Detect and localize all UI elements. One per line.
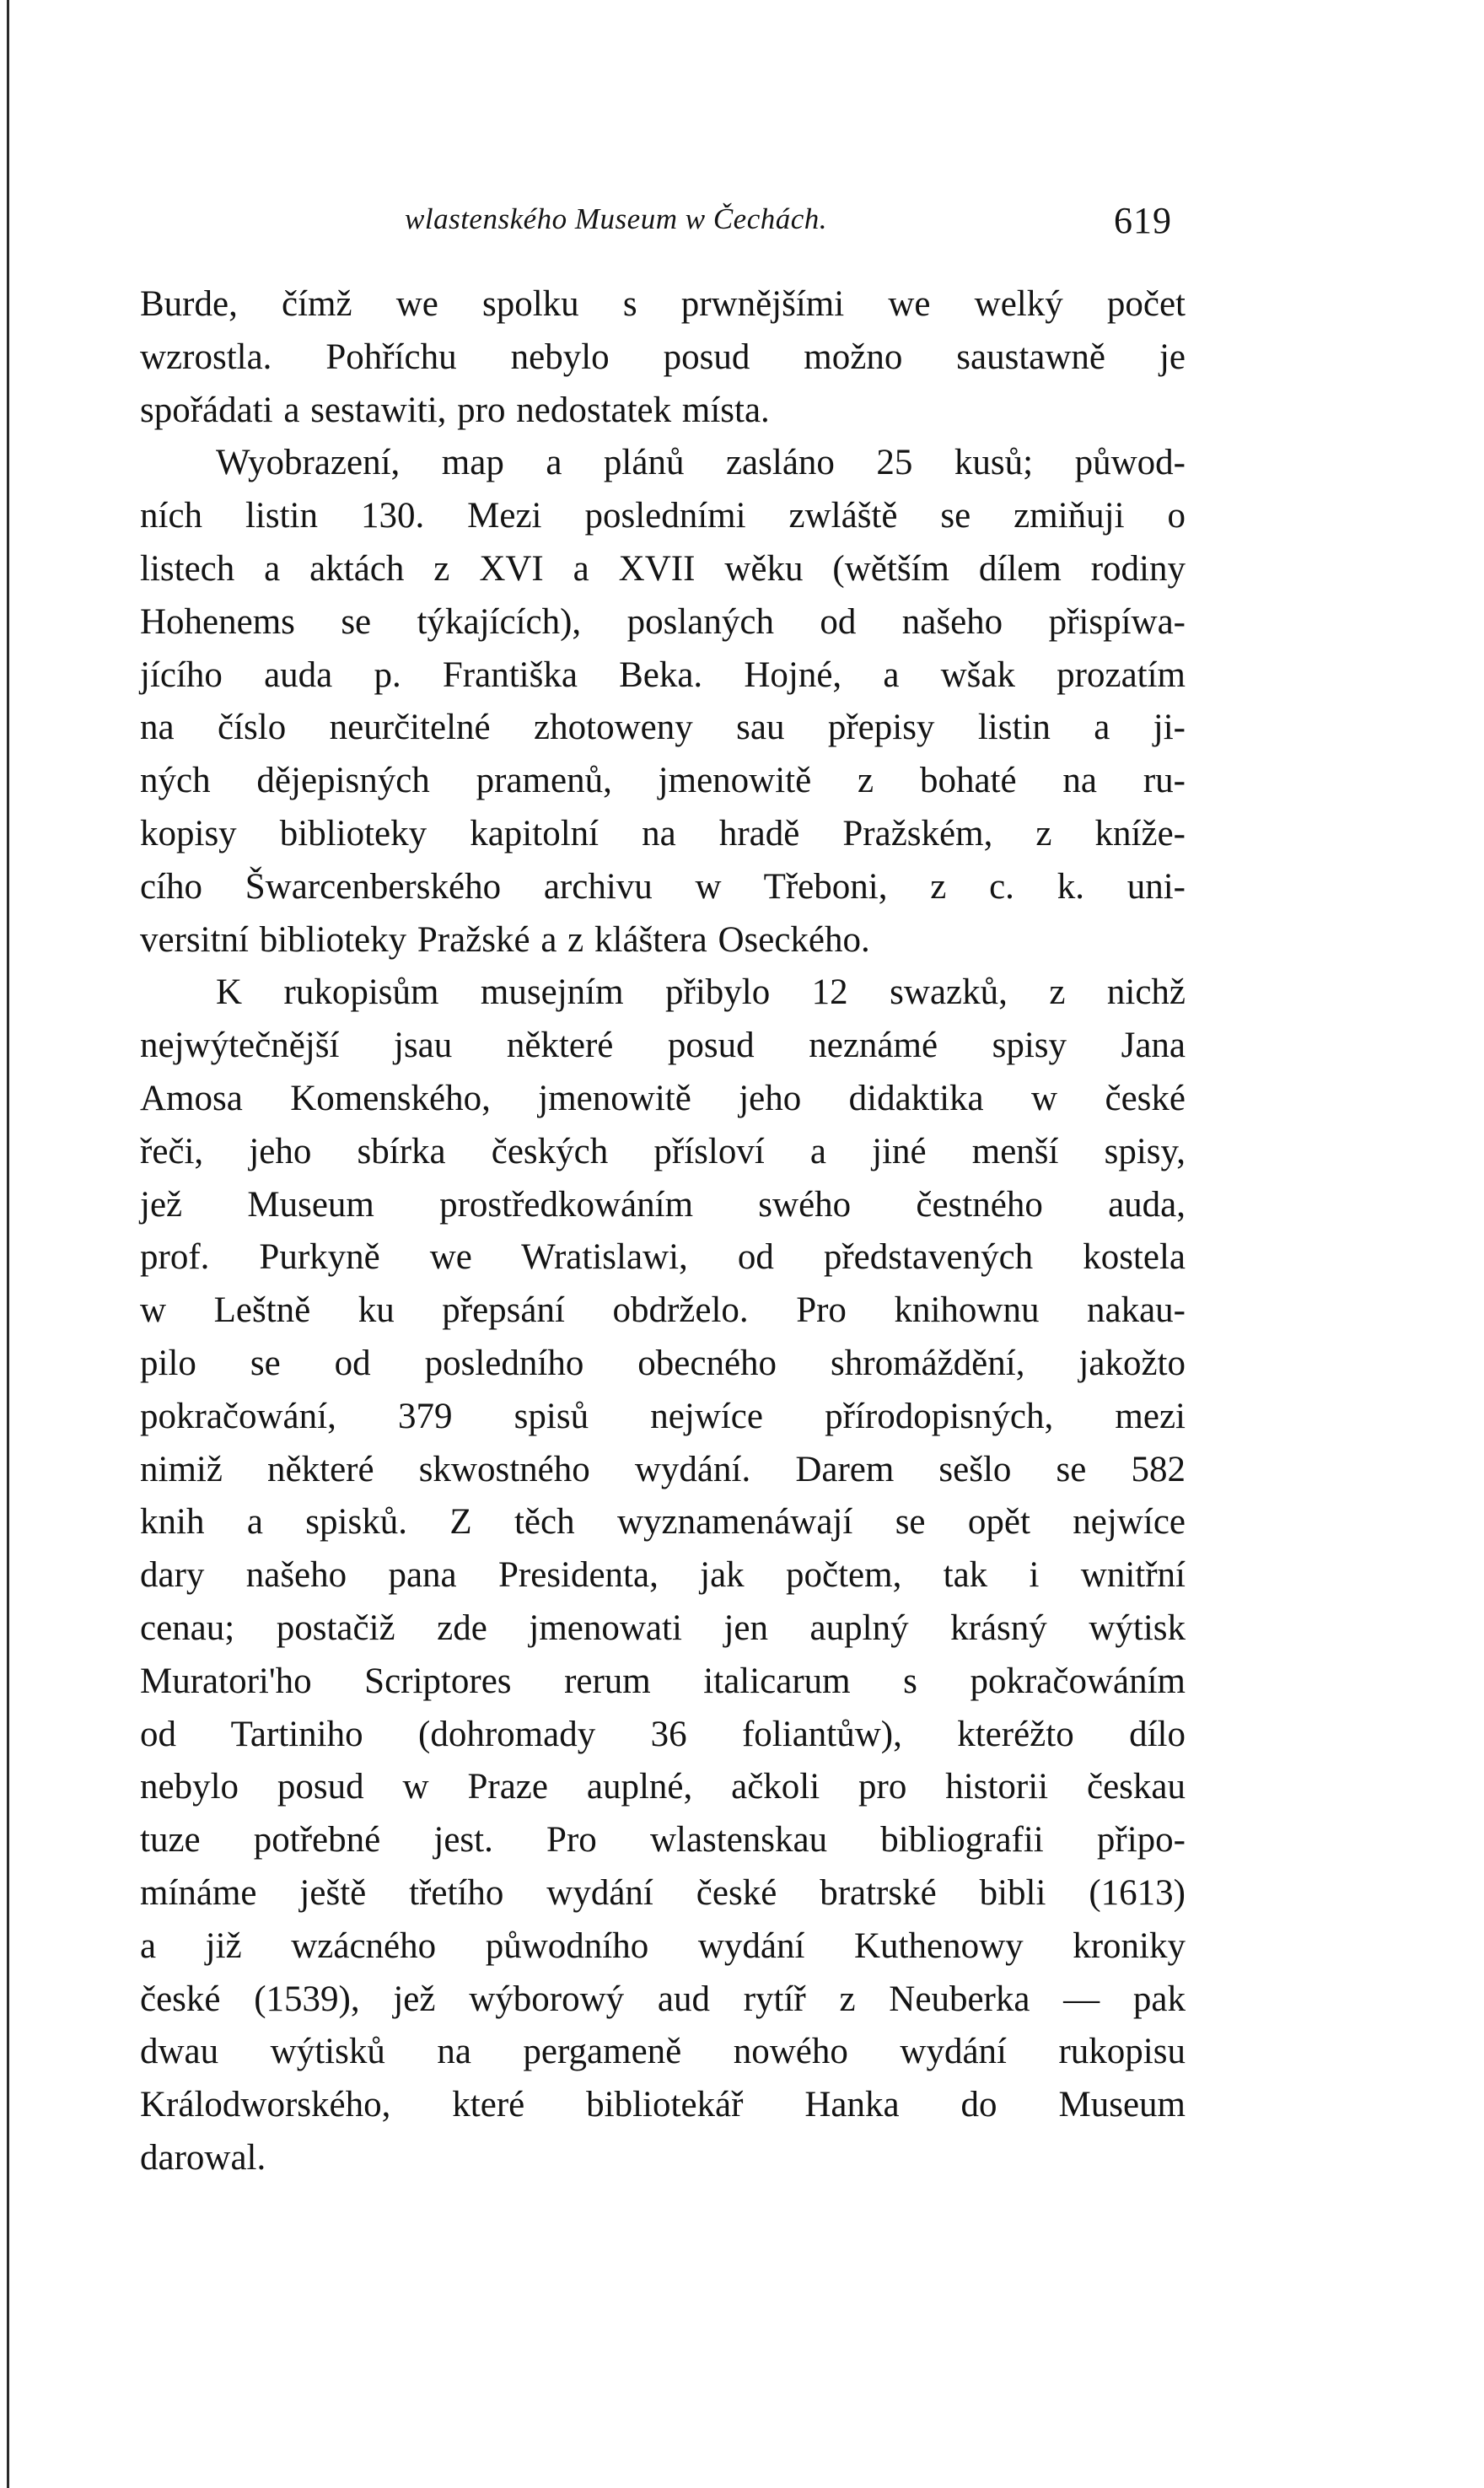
text-line: nebylo posud w Praze auplné, ačkoli pro historii českau (140, 1767, 1186, 1807)
text-line: jež Museum prostředkowáním swého čestného auda, (140, 1184, 1186, 1225)
text-line: Wyobrazení, map a plánů zasláno 25 kusů; půwod- (216, 443, 1186, 483)
text-line: wzrostla. Pohříchu nebylo posud možno saustawně je (140, 337, 1186, 377)
page-header (135, 199, 1172, 250)
text-line: Amosa Komenského, jmenowitě jeho didaktika w české (140, 1078, 1186, 1118)
text-line: listech a aktách z XVI a XVII wěku (wětším dílem rodiny (140, 548, 1186, 589)
text-line: Burde, čímž we spolku s prwnějšími we welký počet (140, 284, 1186, 324)
text-line: dary našeho pana Presidenta, jak počtem, tak i wnitřní (140, 1555, 1186, 1596)
text-line: cího Šwarcenberského archivu w Třeboni, z c. k. uni- (140, 866, 1186, 907)
text-line: od Tartiniho (dohromady 36 foliantůw), kteréžto dílo (140, 1714, 1186, 1754)
text-line: Králodworského, které bibliotekář Hanka do Museum (140, 2085, 1186, 2125)
text-line: darowal. (140, 2137, 266, 2178)
text-line: české (1539), jež wýborowý aud rytíř z Neuberka — pak (140, 1979, 1186, 2019)
text-line: cenau; postačiž zde jmenowati jen auplný krásný wýtisk (140, 1608, 1186, 1648)
text-line: Muratori'ho Scriptores rerum italicarum s pokračowáním (140, 1661, 1186, 1701)
text-line: Hohenems se týkajících), poslaných od našeho přispíwa- (140, 601, 1186, 642)
text-line: nimiž některé skwostného wydání. Darem sešlo se 582 (140, 1449, 1186, 1489)
text-line: pilo se od posledního obecného shromáždění, jakožto (140, 1343, 1186, 1383)
text-line: kopisy biblioteky kapitolní na hradě Pražském, z kníže- (140, 813, 1186, 854)
body-text (140, 278, 1186, 2185)
text-line: pokračowání, 379 spisů nejwíce přírodopisných, mezi (140, 1396, 1186, 1436)
text-line: ních listin 130. Mezi posledními zwláště se zmiňuji o (140, 496, 1186, 536)
text-line: jícího auda p. Františka Beka. Hojné, a wšak prozatím (140, 654, 1186, 695)
running-title: wlastenského Museum w Čechách. (405, 202, 828, 235)
text-line: K rukopisům musejním přibylo 12 swazků, z nichž (216, 972, 1186, 1013)
text-line: a již wzácného půwodního wydání Kuthenowy kroniky (140, 1925, 1186, 1966)
text-line: prof. Purkyně we Wratislawi, od představených kostela (140, 1237, 1186, 1278)
text-line: w Leštně ku přepsání obdrželo. Pro knihownu nakau- (140, 1290, 1186, 1331)
text-line: tuze potřebné jest. Pro wlastenskau bibliografii připo- (140, 1820, 1186, 1861)
text-line: knih a spisků. Z těch wyznamenáwají se opět nejwíce (140, 1502, 1186, 1543)
text-line: řeči, jeho sbírka českých přísloví a jiné menší spisy, (140, 1131, 1186, 1171)
scan-edge-line (7, 0, 9, 2488)
text-line: ných dějepisných pramenů, jmenowitě z bohaté na ru- (140, 761, 1186, 801)
text-line: versitní biblioteky Pražské a z kláštera Oseckého. (140, 919, 870, 960)
page-number: 619 (1114, 200, 1172, 241)
text-line: nejwýtečnější jsau některé posud neznámé spisy Jana (140, 1026, 1186, 1066)
text-line: mínáme ještě třetího wydání české bratrské bibli (1613) (140, 1872, 1186, 1913)
text-line: na číslo neurčitelné zhotoweny sau přepisy listin a ji- (140, 708, 1186, 748)
text-line: spořádati a sestawiti, pro nedostatek místa. (140, 390, 770, 430)
text-line: dwau wýtisků na pergameně nowého wydání rukopisu (140, 2032, 1186, 2072)
